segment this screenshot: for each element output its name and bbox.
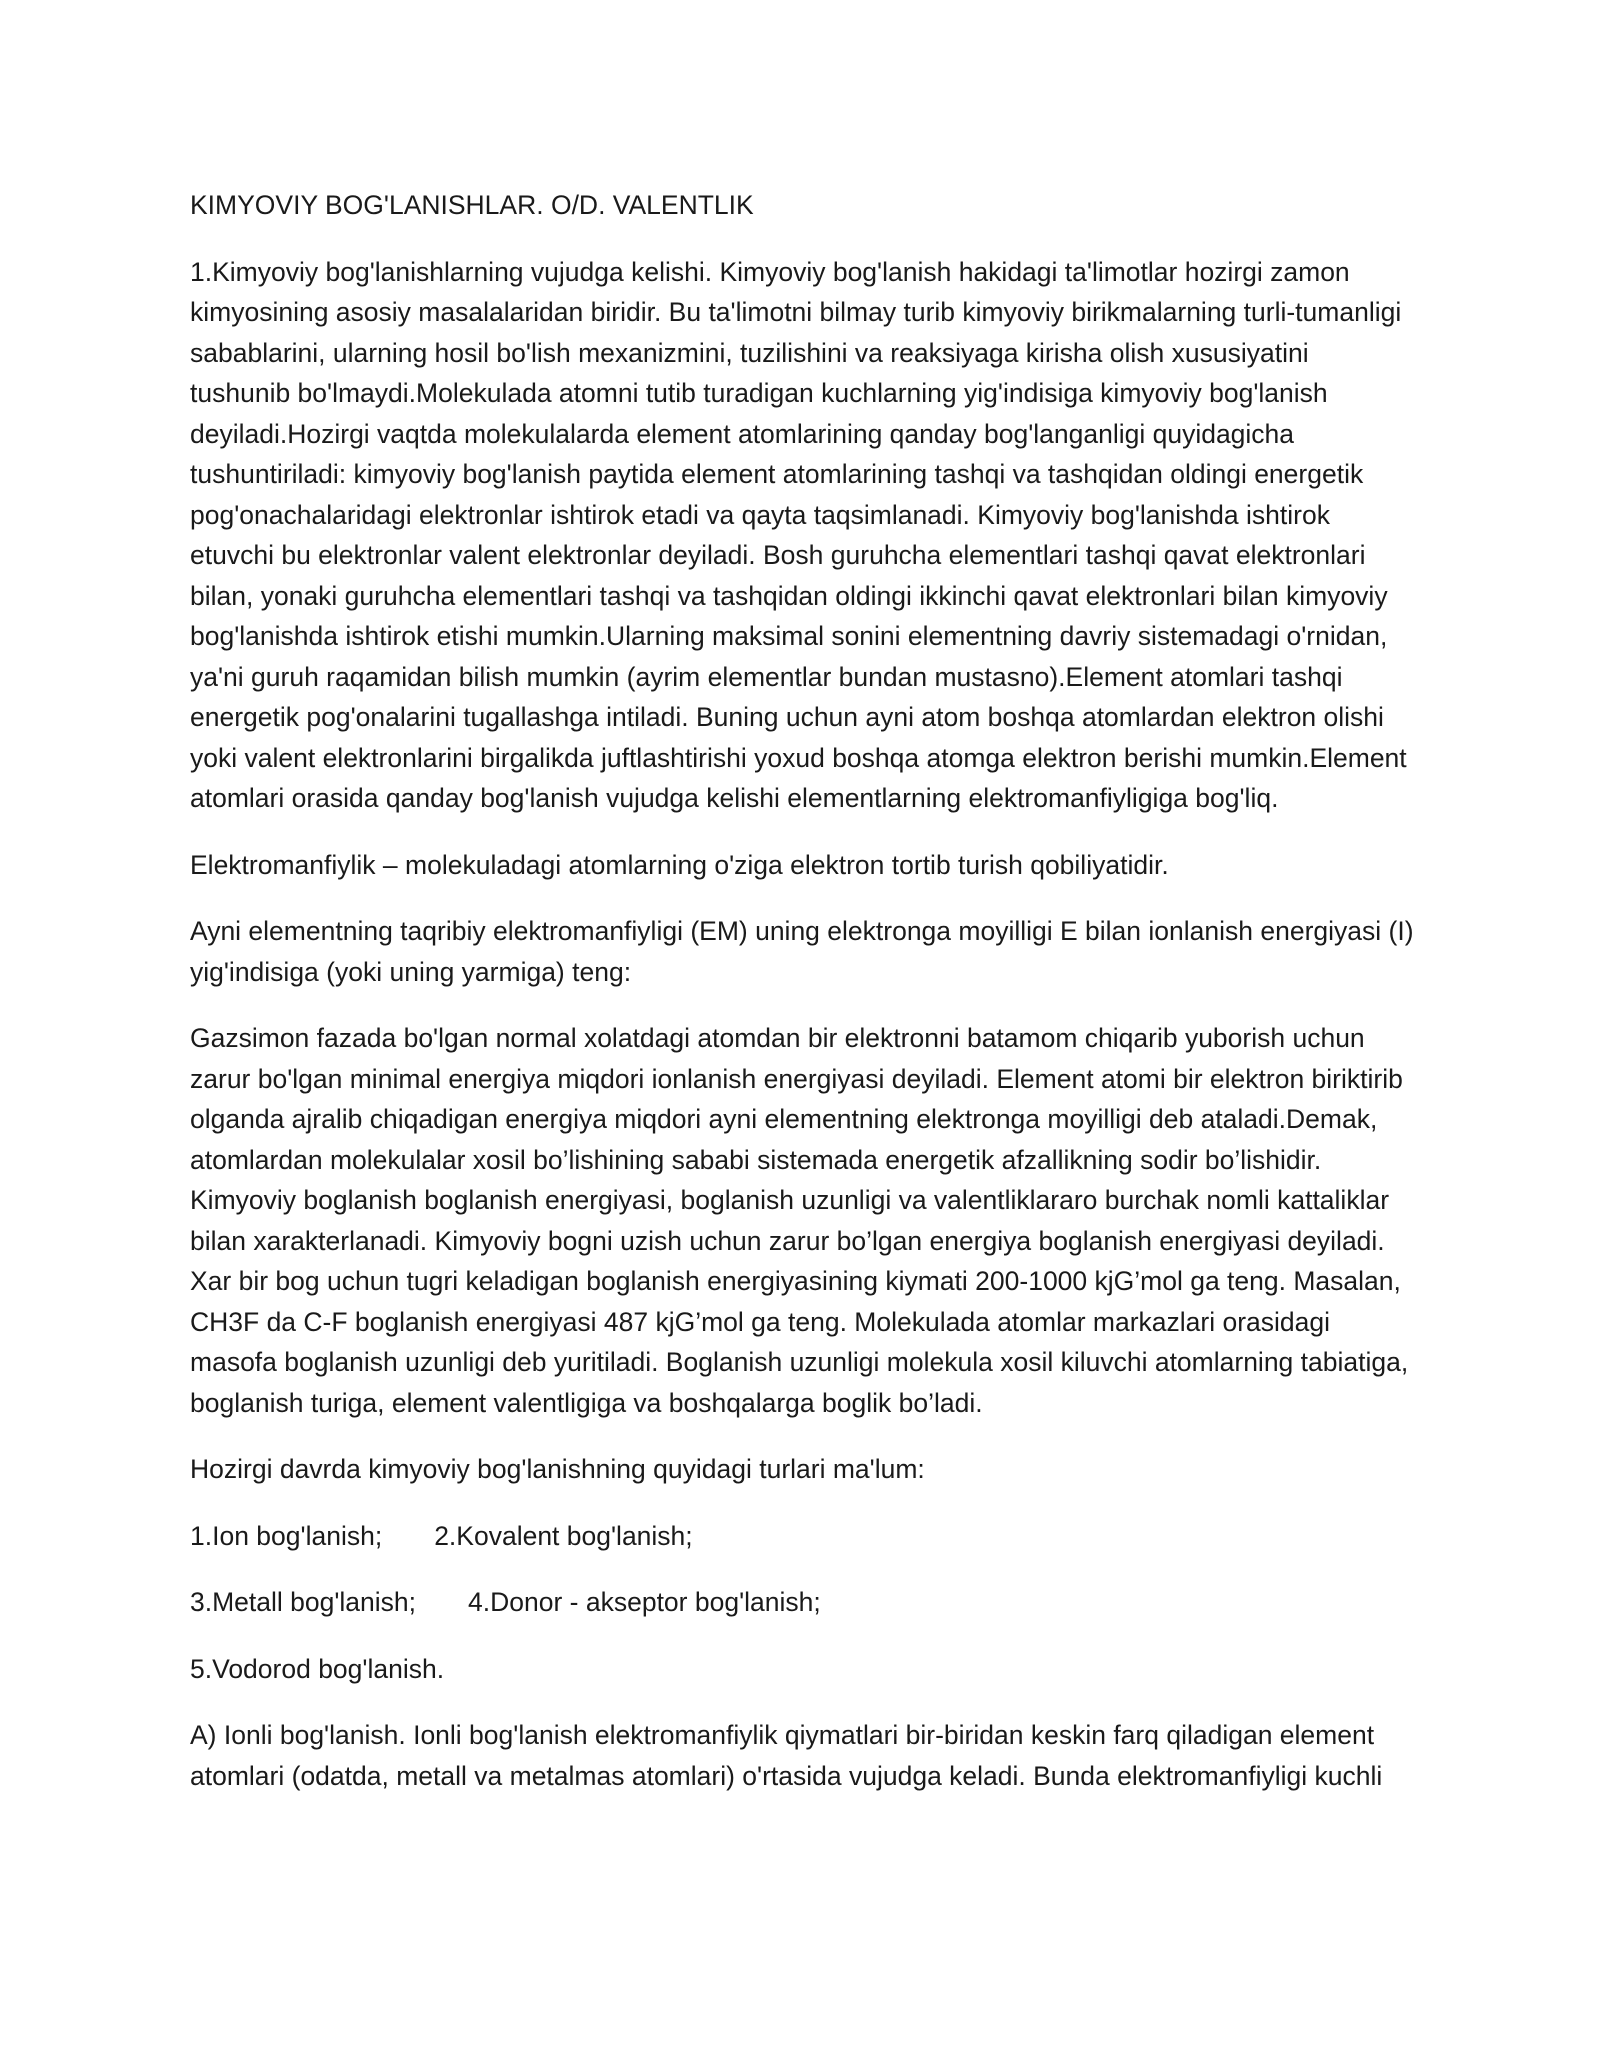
document-page xyxy=(190,185,1415,1822)
paragraph-bond-origin: 1.Kimyoviy bog'lanishlarning vujudga kelishi. Kimyoviy bog'lanish hakidagi ta'limotlar hozirgi zamon kimyosining asosiy masalalaridan biridir. Bu ta'limotni bilmay turib kimyoviy birikmalarning turli-tumanligi sabablarini, ularning hosil bo'lish mexanizmini, tuzilishini va reaksiyaga kirisha olish xususiyatini tushunib bo'lmaydi.Molekulada atomni tutib turadigan kuchlarning yig'indisiga kimyoviy bog'lanish deyiladi.Hozirgi vaqtda molekulalarda element atomlarining qanday bog'langanligi quyidagicha tushuntiriladi: kimyoviy bog'lanish paytida element atomlarining tashqi va tashqidan oldingi energetik pog'onachalaridagi elektronlar ishtirok etadi va qayta taqsimlanadi. Kimyoviy bog'lanishda ishtirok etuvchi bu elektronlar valent elektronlar deyiladi. Bosh guruhcha elementlari tashqi qavat elektronlari bilan, yonaki guruhcha elementlari tashqi va tashqidan oldingi ikkinchi qavat elektronlari bilan kimyoviy bog'lanishda ishtirok etishi mumkin.Ularning maksimal sonini elementning davriy sistemadagi o'rnidan, ya'ni guruh raqamidan bilish mumkin (ayrim elementlar bundan mustasno).Element atomlari tashqi energetik pog'onalarini tugallashga intiladi. Buning uchun ayni atom boshqa atomlardan elektron olishi yoki valent elektronlarini birgalikda juftlashtirishi yoxud boshqa atomga elektron berishi mumkin.Element atomlari orasida qanday bog'lanish vujudga kelishi elementlarning elektromanfiyligiga bog'liq. xyxy=(190,256,1407,813)
bond-types-row-1 xyxy=(190,1516,1415,1557)
bond-types-row-2 xyxy=(190,1582,1415,1623)
bond-type-metal: 3.Metall bog'lanish; xyxy=(190,1587,417,1617)
document-title: KIMYOVIY BOG'LANISHLAR. O/D. VALENTLIK xyxy=(190,190,754,220)
paragraph-bond-types-intro: Hozirgi davrda kimyoviy bog'lanishning quyidagi turlari ma'lum: xyxy=(190,1454,925,1484)
paragraph-electronegativity-definition: Elektromanfiylik – molekuladagi atomlarning o'ziga elektron tortib turish qobiliyatidir. xyxy=(190,849,1169,880)
paragraph-ionization-energy: Gazsimon fazada bo'lgan normal xolatdagi atomdan bir elektronni batamom chiqarib yuborish uchun zarur bo'lgan minimal energiya miqdori ionlanish energiyasi deyiladi. Element atomi bir elektron biriktirib olganda ajralib chiqadigan energiya miqdori ayni elementning elektronga moyilligi deb ataladi.Demak, atomlardan molekulalar xosil bo’lishining sababi sistemada energetik afzallikning sodir bo’lishidir. Kimyoviy boglanish boglanish energiyasi, boglanish uzunligi va valentliklararo burchak nomli kattaliklar bilan xarakterlanadi. Kimyoviy bogni uzish uchun zarur bo’lgan energiya boglanish energiyasi deyiladi. Xar bir bog uchun tugri keladigan boglanish energiyasining kiymati 200-1000 kjG’mol ga teng. Masalan, CH3F da C-F boglanish energiyasi 487 kjG’mol ga teng. Molekulada atomlar markazlari orasidagi masofa boglanish uzunligi deb yuritiladi. Boglanish uzunligi molekula xosil kiluvchi atomlarning tabiatiga, boglanish turiga, element valentligiga va boshqalarga boglik bo’ladi. xyxy=(190,1023,1409,1418)
bond-type-donor-acceptor: 4.Donor - akseptor bog'lanish; xyxy=(468,1587,821,1617)
bond-type-covalent: 2.Kovalent bog'lanish; xyxy=(434,1520,693,1551)
paragraph-approximate-electronegativity: Ayni elementning taqribiy elektromanfiyligi (EM) uning elektronga moyilligi E bilan ionlanish energiyasi (I) yig'indisiga (yoki uning yarmiga) teng: xyxy=(190,916,1414,987)
paragraph-ionic-bond: A) Ionli bog'lanish. Ionli bog'lanish elektromanfiylik qiymatlari bir-biridan keskin farq qiladigan element atomlari (odatda, metall va metalmas atomlari) o'rtasida vujudga keladi. Bunda elektromanfiyligi kuchli xyxy=(190,1720,1383,1791)
bond-type-ion: 1.Ion bog'lanish; xyxy=(190,1520,383,1551)
bond-type-hydrogen: 5.Vodorod bog'lanish. xyxy=(190,1653,445,1684)
